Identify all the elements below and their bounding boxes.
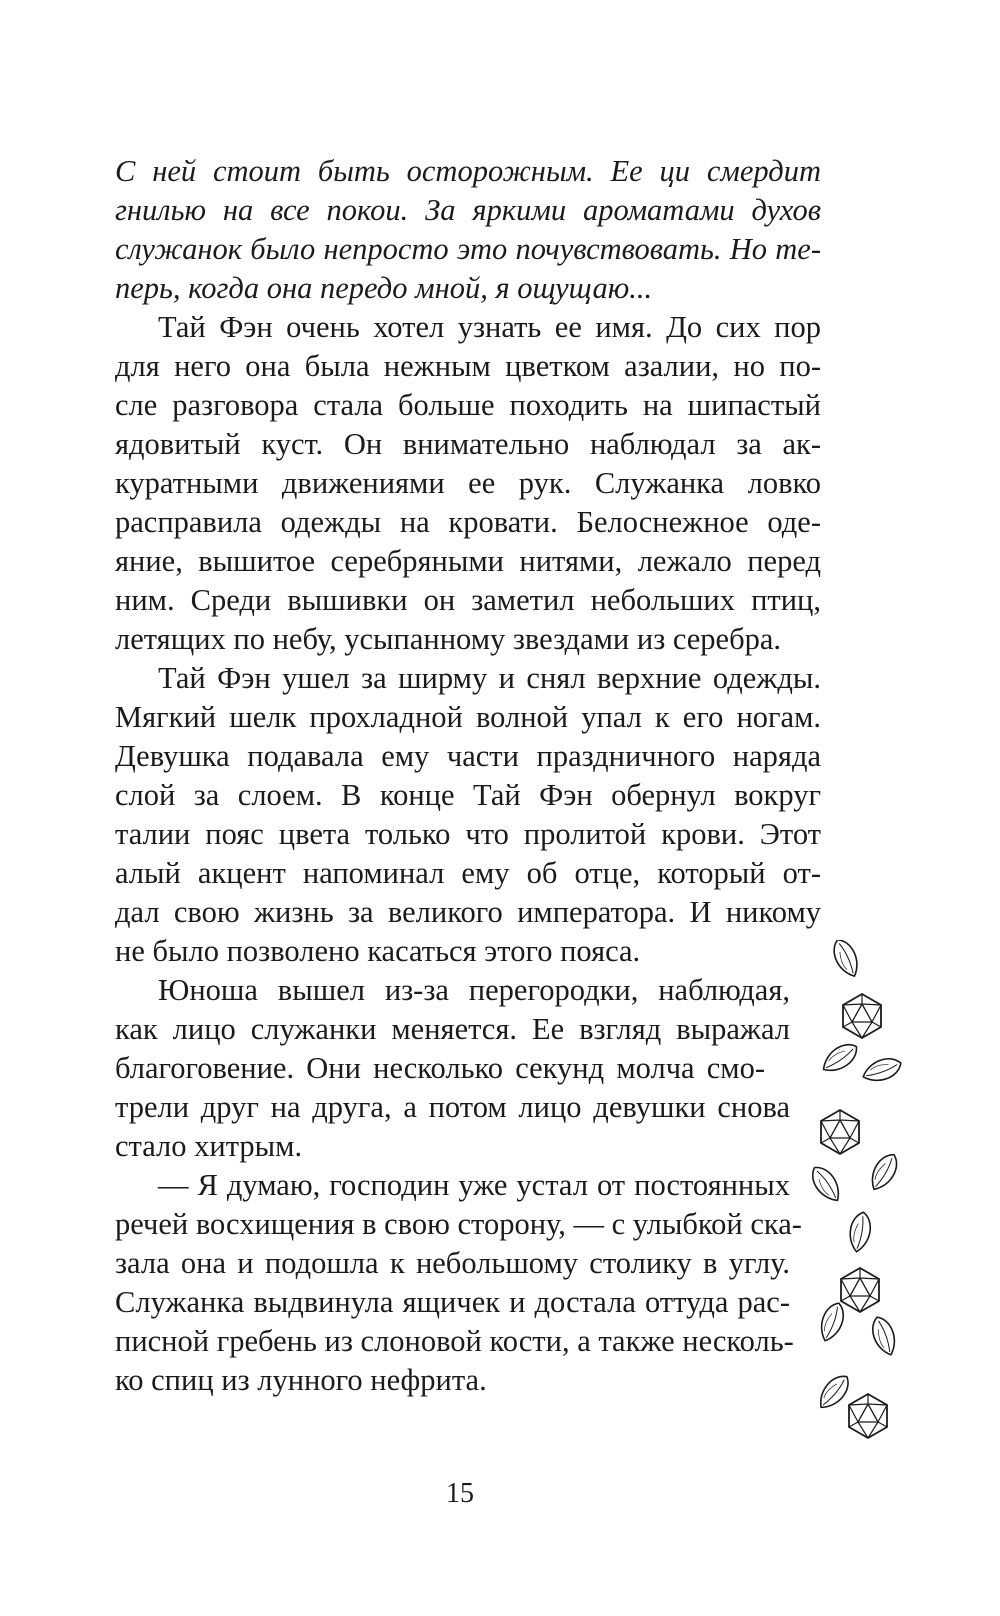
- text-line: дал свою жизнь за великого императора. И никому: [115, 895, 821, 929]
- text-line: ним. Среди вышивки он заметил небольших птиц,: [115, 583, 821, 617]
- text-line: яние, вышитое серебряными нитями, лежало перед: [115, 544, 821, 578]
- text-line: сле разговора стала больше походить на шипастый: [115, 388, 821, 422]
- petal-ornament-icon: [812, 940, 920, 1460]
- text-line: стало хитрым.: [115, 1129, 303, 1163]
- text-line: — Я думаю, господин уже устал от постоянных: [158, 1168, 790, 1202]
- text-line: ко спиц из лунного нефрита.: [115, 1363, 487, 1397]
- text-line: талии пояс цвета только что пролитой крови. Этот: [115, 817, 821, 851]
- text-line: речей восхищения в свою сторону, — с улыбкой ска-: [115, 1207, 802, 1241]
- text-line: благоговение. Они несколько секунд молча смо-: [115, 1051, 765, 1085]
- text-line: гнилью на все покои. За яркими ароматами духов: [115, 193, 821, 227]
- page-number: 15: [446, 1478, 474, 1509]
- text-line: перь, когда она передо мной, я ощущаю...: [115, 271, 653, 305]
- text-line: Тай Фэн ушел за ширму и снял верхние одежды.: [158, 661, 821, 695]
- text-line: Тай Фэн очень хотел узнать ее имя. До сих пор: [158, 310, 821, 344]
- text-line: летящих по небу, усыпанному звездами из серебра.: [115, 622, 782, 656]
- text-line: служанок было непросто это почувствовать. Но те-: [115, 232, 821, 266]
- text-line: расправила одежды на кровати. Белоснежное оде-: [115, 505, 821, 539]
- text-line: куратными движениями ее рук. Служанка ловко: [115, 466, 821, 500]
- text-line: как лицо служанки меняется. Ее взгляд выражал: [115, 1012, 790, 1046]
- text-line: Мягкий шелк прохладной волной упал к его ногам.: [115, 700, 821, 734]
- text-line: не было позволено касаться этого пояса.: [115, 934, 641, 968]
- text-line: Девушка подавала ему части праздничного наряда: [115, 739, 821, 773]
- text-line: Юноша вышел из-за перегородки, наблюдая,: [158, 973, 790, 1007]
- text-line: писной гребень из слоновой кости, а также несколь-: [115, 1324, 794, 1358]
- text-line: С ней стоит быть осторожным. Ее ци смердит: [115, 154, 821, 188]
- text-line: слой за слоем. В конце Тай Фэн обернул вокруг: [115, 778, 821, 812]
- text-line: зала она и подошла к небольшому столику в углу.: [115, 1246, 790, 1280]
- text-line: Служанка выдвинула ящичек и достала оттуда рас-: [115, 1285, 790, 1319]
- text-line: трели друг на друга, а потом лицо девушки снова: [115, 1090, 790, 1124]
- text-line: ядовитый куст. Он внимательно наблюдал за ак-: [115, 427, 821, 461]
- text-line: для него она была нежным цветком азалии, но по-: [115, 349, 821, 383]
- text-line: алый акцент напоминал ему об отце, который от-: [115, 856, 821, 890]
